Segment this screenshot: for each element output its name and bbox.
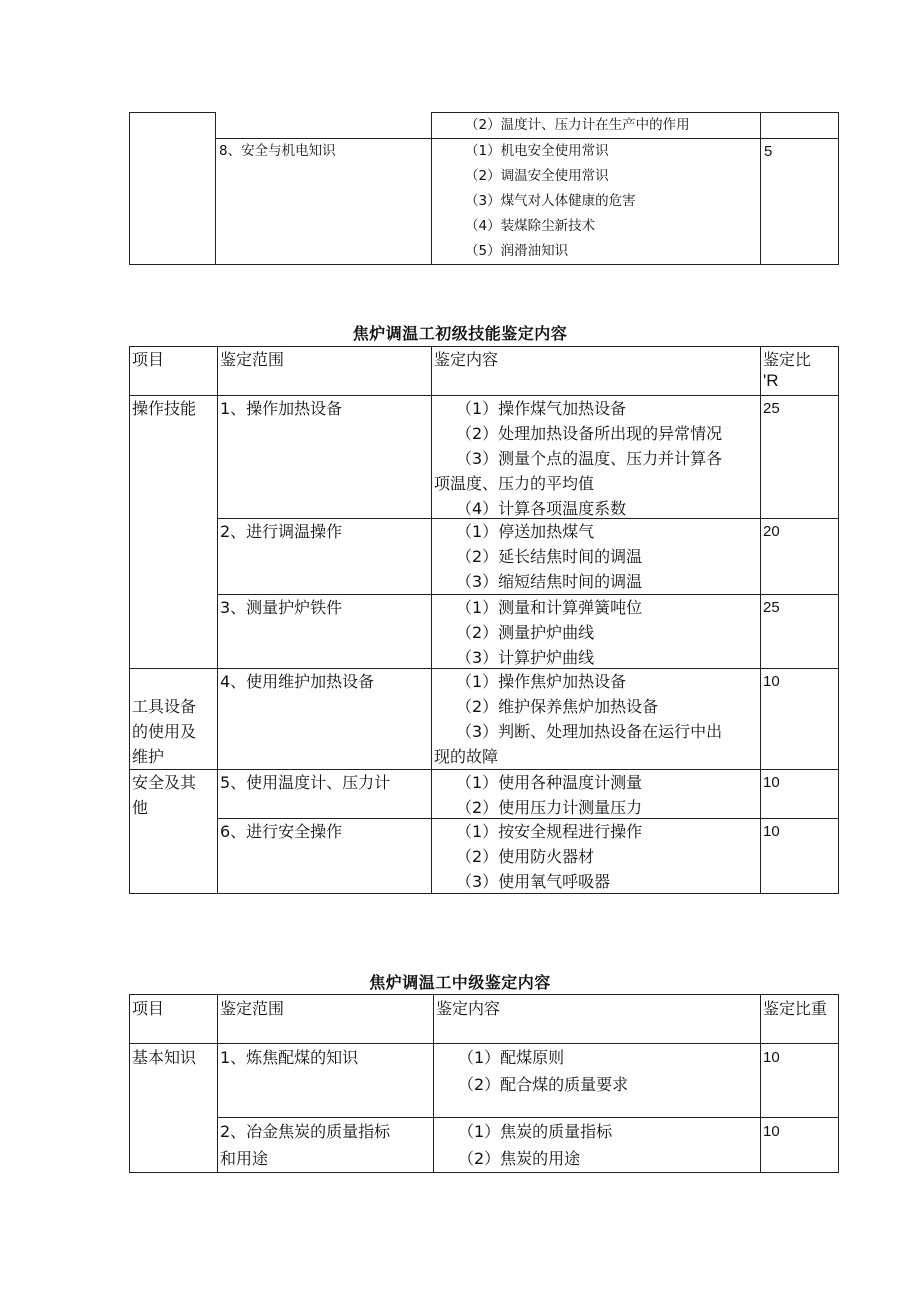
- table-row: [130, 519, 839, 595]
- content-line: （1）机电安全使用常识: [465, 143, 609, 159]
- scope-cell: 6、进行安全操作: [218, 819, 432, 894]
- content-line: （3）煤气对人体健康的危害: [465, 193, 636, 209]
- weight-cell: 10: [761, 819, 839, 894]
- weight-cell: 20: [761, 519, 839, 595]
- group-cell-safety-other: 安全及其 他: [130, 770, 218, 894]
- content-cell: （1）焦炭的质量指标 （2）焦炭的用途: [434, 1118, 761, 1173]
- content-cell: （1）配煤原则 （2）配合煤的质量要求: [434, 1044, 761, 1118]
- weight-cell: 10: [761, 770, 839, 819]
- table-header-row: [130, 347, 839, 396]
- content-line: （2）温度计、压力计在生产中的作用: [465, 117, 690, 133]
- content-cell: （1）使用各种温度计测量 （2）使用压力计测量压力: [432, 770, 761, 819]
- scope-cell: 3、测量护炉铁件: [218, 595, 432, 669]
- header-scope: 鉴定范围: [218, 347, 432, 396]
- content-cell: （1）操作焦炉加热设备 （2）维护保养焦炉加热设备 （3）判断、处理加热设备在运行中出 现的故障: [432, 669, 761, 770]
- header-item: 项目: [130, 995, 218, 1044]
- scope-cell: [216, 113, 432, 139]
- weight-cell: 25: [761, 396, 839, 519]
- table-row: [130, 669, 839, 770]
- weight-cell: 5: [761, 139, 839, 265]
- weight-cell: 25: [761, 595, 839, 669]
- content-cell: （1）按安全规程进行操作 （2）使用防火器材 （3）使用氧气呼吸器: [432, 819, 761, 894]
- header-weight: 鉴定比重: [761, 995, 839, 1044]
- header-weight: 鉴定比 'R: [761, 347, 839, 396]
- table-header-row: [130, 995, 839, 1044]
- weight-cell: 10: [761, 1044, 839, 1118]
- header-content: 鉴定内容: [432, 347, 761, 396]
- weight-cell: [761, 113, 839, 139]
- knowledge-table-fragment: [129, 112, 839, 265]
- content-line: （5）润滑油知识: [465, 243, 569, 259]
- header-content: 鉴定内容: [434, 995, 761, 1044]
- scope-cell: 1、炼焦配煤的知识: [218, 1044, 434, 1118]
- content-cell: [432, 113, 761, 139]
- header-scope: 鉴定范围: [218, 995, 434, 1044]
- table-row: [130, 396, 839, 519]
- content-cell: [432, 139, 761, 265]
- item-cell: [130, 113, 216, 265]
- table-row: [130, 139, 839, 265]
- table-row: [130, 595, 839, 669]
- table-row: [130, 1044, 839, 1118]
- header-item: 项目: [130, 347, 218, 396]
- table-row: [130, 113, 839, 139]
- table-title-junior-skills: 焦炉调温工初级技能鉴定内容: [352, 324, 568, 343]
- scope-cell: 1、操作加热设备: [218, 396, 432, 519]
- content-cell: （1）测量和计算弹簧吨位 （2）测量护炉曲线 （3）计算护炉曲线: [432, 595, 761, 669]
- content-cell: （1）停送加热煤气 （2）延长结焦时间的调温 （3）缩短结焦时间的调温: [432, 519, 761, 595]
- content-cell: （1）操作煤气加热设备 （2）处理加热设备所出现的异常情况 （3）测量个点的温度、压力并计算各 项温度、压力的平均值 （4）计算各项温度系数: [432, 396, 761, 519]
- weight-cell: 10: [761, 669, 839, 770]
- table-title-intermediate: 焦炉调温工中级鉴定内容: [369, 973, 551, 992]
- junior-skills-table: [129, 346, 839, 894]
- content-line: （2）调温安全使用常识: [465, 168, 609, 184]
- scope-cell: 2、进行调温操作: [218, 519, 432, 595]
- content-line: （4）装煤除尘新技术: [465, 218, 596, 234]
- group-cell-operation-skills: 操作技能: [130, 396, 218, 669]
- table-row: [130, 1118, 839, 1173]
- table-row: [130, 819, 839, 894]
- scope-cell: 4、使用维护加热设备: [218, 669, 432, 770]
- intermediate-table: [129, 994, 839, 1173]
- scope-cell: 8、安全与机电知识: [216, 139, 432, 265]
- scope-cell: 5、使用温度计、压力计: [218, 770, 432, 819]
- table-row: [130, 770, 839, 819]
- scope-cell: 2、冶金焦炭的质量指标 和用途: [218, 1118, 434, 1173]
- group-cell-tools-maintenance: 工具设备 的使用及 维护: [130, 669, 218, 770]
- weight-cell: 10: [761, 1118, 839, 1173]
- group-cell-basic-knowledge: 基本知识: [130, 1044, 218, 1173]
